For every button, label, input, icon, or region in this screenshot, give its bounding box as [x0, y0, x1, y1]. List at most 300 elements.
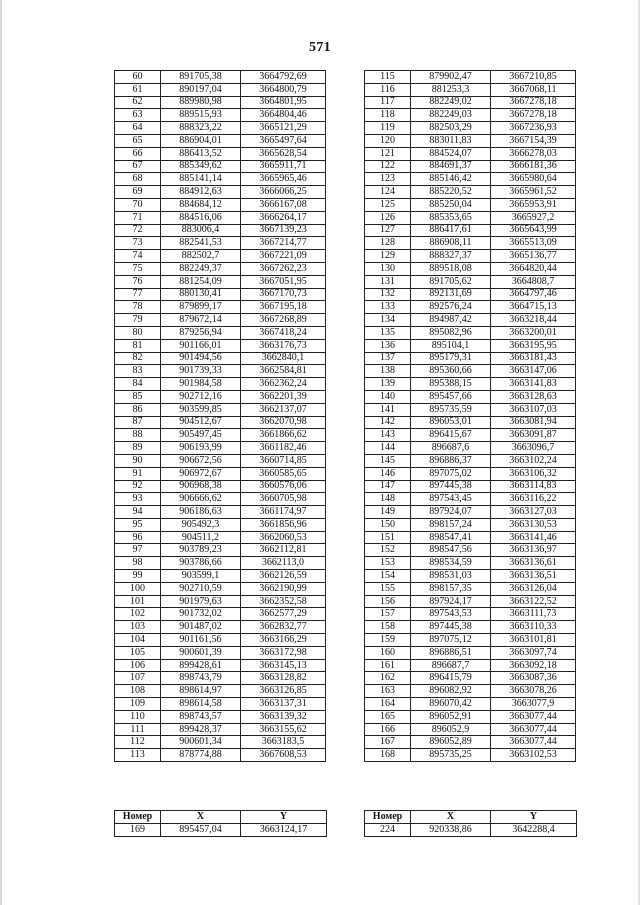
coord-x: 906193,99	[161, 442, 241, 455]
point-number: 157	[365, 608, 411, 621]
coord-y: 3663128,63	[491, 390, 576, 403]
coord-y: 3661856,96	[241, 518, 326, 531]
coord-x: 879902,47	[411, 71, 491, 84]
table-row	[365, 122, 576, 135]
coord-y: 3666278,03	[491, 147, 576, 160]
coord-y: 3660705,98	[241, 493, 326, 506]
table-row	[115, 429, 326, 442]
table-row	[365, 237, 576, 250]
point-number: 78	[115, 301, 161, 314]
point-number: 159	[365, 634, 411, 647]
summary-header-row	[115, 811, 327, 824]
point-number: 94	[115, 506, 161, 519]
coord-y: 3663096,7	[491, 442, 576, 455]
summary-row	[365, 823, 577, 836]
coord-x: 883011,83	[411, 134, 491, 147]
coord-y: 3663141,46	[491, 531, 576, 544]
point-number: 135	[365, 326, 411, 339]
table-row	[365, 134, 576, 147]
table-row	[115, 262, 326, 275]
coord-y: 3663114,83	[491, 480, 576, 493]
coord-y: 3667221,09	[241, 250, 326, 263]
table-row	[365, 621, 576, 634]
coord-x: 885146,42	[411, 173, 491, 186]
coord-x: 899428,37	[161, 723, 241, 736]
table-row	[365, 147, 576, 160]
coord-y: 3663097,74	[491, 646, 576, 659]
table-row	[115, 109, 326, 122]
coord-y: 3667195,18	[241, 301, 326, 314]
coord-y: 3662584,81	[241, 365, 326, 378]
coord-x: 890197,04	[161, 83, 241, 96]
coord-y: 3663176,73	[241, 339, 326, 352]
coord-x: 895735,25	[411, 749, 491, 762]
coord-x: 881254,09	[161, 275, 241, 288]
coord-x: 906186,63	[161, 506, 241, 519]
point-number: 91	[115, 467, 161, 480]
coord-x: 896052,89	[411, 736, 491, 749]
point-number: 147	[365, 480, 411, 493]
coord-x: 903789,23	[161, 544, 241, 557]
coord-x: 881253,3	[411, 83, 491, 96]
coord-x: 901979,63	[161, 595, 241, 608]
coord-y: 3663077,44	[491, 710, 576, 723]
coord-y: 3662060,53	[241, 531, 326, 544]
table-row	[365, 416, 576, 429]
summary-table-right	[364, 810, 577, 837]
point-number: 163	[365, 685, 411, 698]
coord-x: 898531,03	[411, 570, 491, 583]
point-number: 81	[115, 339, 161, 352]
table-row	[365, 659, 576, 672]
point-number: 162	[365, 672, 411, 685]
coord-x: 902710,59	[161, 582, 241, 595]
coord-y: 3663116,22	[491, 493, 576, 506]
point-number: 76	[115, 275, 161, 288]
table-row	[365, 211, 576, 224]
point-number: 72	[115, 224, 161, 237]
table-row	[365, 173, 576, 186]
point-number: 169	[115, 823, 161, 836]
coord-x: 882502,7	[161, 250, 241, 263]
point-number: 142	[365, 416, 411, 429]
coord-x: 904511,2	[161, 531, 241, 544]
table-row	[115, 198, 326, 211]
coord-y: 3662190,99	[241, 582, 326, 595]
point-number: 82	[115, 352, 161, 365]
point-number: 74	[115, 250, 161, 263]
coord-x: 898743,57	[161, 710, 241, 723]
point-number: 61	[115, 83, 161, 96]
coord-x: 885250,04	[411, 198, 491, 211]
coord-y: 3667210,85	[491, 71, 576, 84]
coord-x: 897075,02	[411, 467, 491, 480]
coord-x: 903786,66	[161, 557, 241, 570]
table-row	[365, 339, 576, 352]
table-row	[365, 403, 576, 416]
coord-y: 3663077,44	[491, 723, 576, 736]
table-row	[115, 122, 326, 135]
point-number: 136	[365, 339, 411, 352]
coord-x: 886417,61	[411, 224, 491, 237]
point-number: 103	[115, 621, 161, 634]
table-row	[365, 698, 576, 711]
point-number: 144	[365, 442, 411, 455]
coord-y: 3663127,03	[491, 506, 576, 519]
point-number: 132	[365, 288, 411, 301]
coord-x: 920338,86	[411, 823, 491, 836]
table-row	[365, 672, 576, 685]
coord-y: 3663081,94	[491, 416, 576, 429]
coord-y: 3663166,29	[241, 634, 326, 647]
table-row	[365, 224, 576, 237]
coord-y: 3662352,58	[241, 595, 326, 608]
table-row	[365, 506, 576, 519]
table-row	[365, 390, 576, 403]
point-number: 158	[365, 621, 411, 634]
table-row	[115, 83, 326, 96]
point-number: 96	[115, 531, 161, 544]
point-number: 119	[365, 122, 411, 135]
coord-y: 3663126,04	[491, 582, 576, 595]
point-number: 71	[115, 211, 161, 224]
point-number: 120	[365, 134, 411, 147]
coord-y: 3663077,44	[491, 736, 576, 749]
coord-y: 3665911,71	[241, 160, 326, 173]
coord-x: 891705,62	[411, 275, 491, 288]
coord-x: 892131,69	[411, 288, 491, 301]
point-number: 118	[365, 109, 411, 122]
table-row	[365, 442, 576, 455]
coord-y: 3663101,81	[491, 634, 576, 647]
table-row	[365, 531, 576, 544]
table-row	[115, 326, 326, 339]
coord-x: 901494,56	[161, 352, 241, 365]
coord-x: 885141,14	[161, 173, 241, 186]
point-number: 106	[115, 659, 161, 672]
table-row	[115, 454, 326, 467]
coord-x: 896070,42	[411, 698, 491, 711]
coord-x: 906672,56	[161, 454, 241, 467]
point-number: 167	[365, 736, 411, 749]
coord-y: 3662070,98	[241, 416, 326, 429]
coord-x: 901984,58	[161, 378, 241, 391]
point-number: 87	[115, 416, 161, 429]
coord-x: 896415,67	[411, 429, 491, 442]
coord-y: 3660585,65	[241, 467, 326, 480]
table-row	[115, 518, 326, 531]
table-row	[365, 493, 576, 506]
point-number: 110	[115, 710, 161, 723]
point-number: 86	[115, 403, 161, 416]
coord-x: 898157,24	[411, 518, 491, 531]
point-number: 165	[365, 710, 411, 723]
coord-y: 3664715,13	[491, 301, 576, 314]
coord-x: 879672,14	[161, 314, 241, 327]
coord-x: 896687,7	[411, 659, 491, 672]
point-number: 166	[365, 723, 411, 736]
table-row	[115, 685, 326, 698]
table-row	[365, 480, 576, 493]
table-row	[115, 531, 326, 544]
table-row	[115, 506, 326, 519]
table-row	[365, 160, 576, 173]
table-row	[365, 608, 576, 621]
coord-y: 3666181,36	[491, 160, 576, 173]
table-row	[115, 621, 326, 634]
coord-x: 880130,41	[161, 288, 241, 301]
coord-y: 3663077,9	[491, 698, 576, 711]
table-row	[115, 595, 326, 608]
coord-y: 3663126,85	[241, 685, 326, 698]
point-number: 104	[115, 634, 161, 647]
table-row	[365, 365, 576, 378]
coord-x: 888327,37	[411, 250, 491, 263]
table-row	[115, 749, 326, 762]
coord-y: 3665513,09	[491, 237, 576, 250]
coord-y: 3665628,54	[241, 147, 326, 160]
point-number: 79	[115, 314, 161, 327]
coord-y: 3663195,95	[491, 339, 576, 352]
coord-y: 3662112,81	[241, 544, 326, 557]
point-number: 131	[365, 275, 411, 288]
table-row	[365, 429, 576, 442]
coord-x: 901161,56	[161, 634, 241, 647]
coord-y: 3660714,85	[241, 454, 326, 467]
table-row	[365, 544, 576, 557]
coord-y: 3663137,31	[241, 698, 326, 711]
coord-y: 3663102,53	[491, 749, 576, 762]
coord-y: 3666066,25	[241, 186, 326, 199]
coord-x: 906968,38	[161, 480, 241, 493]
table-row	[365, 96, 576, 109]
point-number: 112	[115, 736, 161, 749]
table-row	[115, 173, 326, 186]
point-number: 68	[115, 173, 161, 186]
coord-x: 882503,29	[411, 122, 491, 135]
point-number: 105	[115, 646, 161, 659]
table-row	[115, 301, 326, 314]
table-row	[365, 275, 576, 288]
coord-x: 896082,92	[411, 685, 491, 698]
coord-y: 3663124,17	[241, 823, 327, 836]
table-row	[365, 198, 576, 211]
coord-x: 905497,45	[161, 429, 241, 442]
table-row	[115, 211, 326, 224]
table-row	[115, 672, 326, 685]
table-row	[115, 237, 326, 250]
point-number: 117	[365, 96, 411, 109]
coord-x: 900601,39	[161, 646, 241, 659]
point-number: 134	[365, 314, 411, 327]
point-number: 224	[365, 823, 411, 836]
point-number: 130	[365, 262, 411, 275]
table-row	[365, 262, 576, 275]
coord-y: 3662201,39	[241, 390, 326, 403]
point-number: 151	[365, 531, 411, 544]
point-number: 152	[365, 544, 411, 557]
coord-y: 3662137,07	[241, 403, 326, 416]
coord-y: 3663147,06	[491, 365, 576, 378]
point-number: 67	[115, 160, 161, 173]
point-number: 83	[115, 365, 161, 378]
point-number: 138	[365, 365, 411, 378]
table-row	[365, 570, 576, 583]
table-row	[115, 646, 326, 659]
coord-x: 901487,02	[161, 621, 241, 634]
table-row	[115, 710, 326, 723]
coord-y: 3665980,64	[491, 173, 576, 186]
point-number: 64	[115, 122, 161, 135]
table-row	[365, 595, 576, 608]
coord-x: 886413,52	[161, 147, 241, 160]
coord-x: 896052,91	[411, 710, 491, 723]
table-row	[365, 557, 576, 570]
table-row	[365, 83, 576, 96]
coord-y: 3663106,32	[491, 467, 576, 480]
coord-y: 3662840,1	[241, 352, 326, 365]
coord-y: 3663136,61	[491, 557, 576, 570]
point-number: 115	[365, 71, 411, 84]
table-row	[115, 659, 326, 672]
point-number: 70	[115, 198, 161, 211]
coord-y: 3663136,97	[491, 544, 576, 557]
table-row	[115, 314, 326, 327]
coord-y: 3667154,39	[491, 134, 576, 147]
coord-y: 3667278,18	[491, 109, 576, 122]
table-row	[365, 749, 576, 762]
coord-y: 3662362,24	[241, 378, 326, 391]
coord-x: 879256,94	[161, 326, 241, 339]
coord-x: 897445,38	[411, 480, 491, 493]
point-number: 116	[365, 83, 411, 96]
table-row	[115, 96, 326, 109]
table-row	[365, 288, 576, 301]
coord-y: 3661182,46	[241, 442, 326, 455]
coord-y: 3665965,46	[241, 173, 326, 186]
coord-x: 883006,4	[161, 224, 241, 237]
coord-y: 3663102,24	[491, 454, 576, 467]
coord-x: 898547,41	[411, 531, 491, 544]
coord-y: 3663128,82	[241, 672, 326, 685]
point-number: 73	[115, 237, 161, 250]
coord-x: 886908,11	[411, 237, 491, 250]
coord-x: 897924,07	[411, 506, 491, 519]
point-number: 65	[115, 134, 161, 147]
table-row	[115, 224, 326, 237]
coord-y: 3664804,46	[241, 109, 326, 122]
coord-x: 901166,01	[161, 339, 241, 352]
coord-y: 3663078,26	[491, 685, 576, 698]
table-row	[365, 723, 576, 736]
table-row	[115, 134, 326, 147]
table-row	[365, 378, 576, 391]
coord-y: 3663136,51	[491, 570, 576, 583]
point-number: 95	[115, 518, 161, 531]
scan-edge-left	[0, 0, 2, 905]
point-number: 146	[365, 467, 411, 480]
coord-y: 3660576,06	[241, 480, 326, 493]
point-number: 101	[115, 595, 161, 608]
coord-y: 3663145,13	[241, 659, 326, 672]
coord-y: 3663141,83	[491, 378, 576, 391]
point-number: 108	[115, 685, 161, 698]
point-number: 128	[365, 237, 411, 250]
table-row	[365, 314, 576, 327]
table-row	[365, 352, 576, 365]
coord-x: 897924,17	[411, 595, 491, 608]
table-row	[365, 467, 576, 480]
point-number: 137	[365, 352, 411, 365]
point-number: 90	[115, 454, 161, 467]
coord-x: 882249,37	[161, 262, 241, 275]
table-row	[115, 493, 326, 506]
point-number: 149	[365, 506, 411, 519]
table-row	[115, 403, 326, 416]
coord-y: 3663155,62	[241, 723, 326, 736]
coord-x: 896415,79	[411, 672, 491, 685]
coord-y: 3663183,5	[241, 736, 326, 749]
coord-y: 3665927,2	[491, 211, 576, 224]
coord-x: 894987,42	[411, 314, 491, 327]
coord-y: 3665136,77	[491, 250, 576, 263]
coord-y: 3663107,03	[491, 403, 576, 416]
coord-x: 895457,04	[161, 823, 241, 836]
point-number: 80	[115, 326, 161, 339]
table-row	[365, 301, 576, 314]
coord-x: 884912,63	[161, 186, 241, 199]
summary-row	[115, 823, 327, 836]
table-row	[115, 570, 326, 583]
point-number: 89	[115, 442, 161, 455]
coord-y: 3666167,08	[241, 198, 326, 211]
coord-y: 3665121,29	[241, 122, 326, 135]
coord-y: 3667214,77	[241, 237, 326, 250]
coord-x: 882249,02	[411, 96, 491, 109]
table-row	[115, 160, 326, 173]
table-row	[115, 288, 326, 301]
coord-y: 3663200,01	[491, 326, 576, 339]
table-row	[365, 646, 576, 659]
coord-y: 3667051,95	[241, 275, 326, 288]
point-number: 150	[365, 518, 411, 531]
point-number: 164	[365, 698, 411, 711]
table-row	[115, 186, 326, 199]
point-number: 143	[365, 429, 411, 442]
coord-y: 3665953,91	[491, 198, 576, 211]
coord-x: 884524,07	[411, 147, 491, 160]
coord-y: 3664797,46	[491, 288, 576, 301]
header-number: Номер	[115, 811, 161, 824]
coord-y: 3663139,32	[241, 710, 326, 723]
table-row	[365, 250, 576, 263]
summary-header-row	[365, 811, 577, 824]
coord-y: 3664800,79	[241, 83, 326, 96]
coord-y: 3667268,89	[241, 314, 326, 327]
point-number: 107	[115, 672, 161, 685]
coord-x: 896053,01	[411, 416, 491, 429]
coord-x: 878774,88	[161, 749, 241, 762]
coord-x: 884516,06	[161, 211, 241, 224]
coord-x: 898614,58	[161, 698, 241, 711]
coord-x: 896687,6	[411, 442, 491, 455]
coord-y: 3664792,69	[241, 71, 326, 84]
table-row	[365, 518, 576, 531]
point-number: 84	[115, 378, 161, 391]
coord-x: 906666,62	[161, 493, 241, 506]
coord-y: 3661866,62	[241, 429, 326, 442]
coord-y: 3663092,18	[491, 659, 576, 672]
